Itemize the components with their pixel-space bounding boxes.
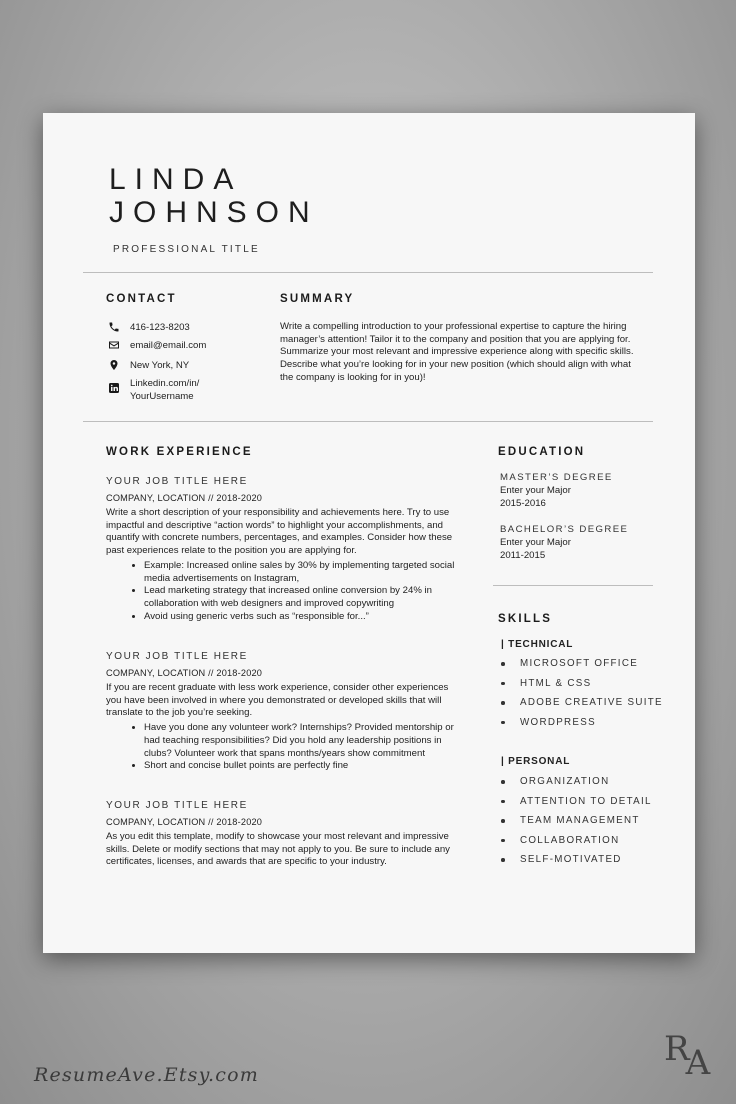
list-item: COLLABORATION [520, 831, 652, 851]
contact-location [108, 359, 189, 372]
list-item: HTML & CSS [520, 674, 663, 694]
contact-linkedin [108, 377, 199, 403]
technical-skills-list [492, 654, 663, 732]
work-experience-heading: WORK EXPERIENCE [106, 446, 253, 458]
job-company: COMPANY, LOCATION // 2018-2020 [106, 493, 263, 503]
list-item: ORGANIZATION [520, 772, 652, 792]
list-item: SELF-MOTIVATED [520, 850, 652, 870]
degree-name: BACHELOR’S DEGREE [500, 524, 629, 535]
list-item: • Lead marketing strategy that increased online conversion by 24% in collaboration with web designers and improved copywriting [144, 585, 465, 610]
list-item: • Avoid using generic verbs such as “responsible for...” [144, 611, 465, 624]
list-item: MICROSOFT OFFICE [520, 654, 663, 674]
list-item: ATTENTION TO DETAIL [520, 792, 652, 812]
degree-years: 2015-2016 [500, 498, 546, 509]
list-item: • Short and concise bullet points are perfectly fine [144, 760, 465, 773]
professional-title: PROFESSIONAL TITLE [113, 244, 260, 255]
education-entry-2 [500, 523, 628, 562]
personal-skills-heading: | PERSONAL [501, 756, 571, 767]
summary-heading: SUMMARY [280, 293, 355, 305]
first-name: LINDA [109, 163, 243, 196]
degree-major: Enter your Major [500, 485, 571, 496]
last-name: JOHNSON [109, 196, 319, 229]
education-heading: EDUCATION [498, 446, 586, 458]
job-bullets [106, 722, 465, 773]
skills-heading: SKILLS [498, 613, 553, 625]
degree-major: Enter your Major [500, 537, 571, 548]
mail-icon [108, 339, 120, 351]
list-item: • Example: Increased online sales by 30% by implementing targeted social media advertisements on Instagram, [144, 560, 465, 585]
sidebar-divider [493, 585, 653, 586]
contact-phone [108, 321, 190, 334]
phone-number: 416-123-8203 [130, 322, 190, 333]
job-description: If you are recent graduate with less work experience, consider other experiences you have been involved in where you demonstrated or developed skills that will translate to the job you’re seeking. [106, 682, 449, 719]
contact-heading: CONTACT [106, 293, 177, 305]
contact-email [108, 339, 206, 352]
linkedin-line-1: Linkedin.com/in/ [130, 378, 200, 389]
job-company: COMPANY, LOCATION // 2018-2020 [106, 668, 263, 678]
technical-skills-heading: | TECHNICAL [501, 639, 574, 650]
monogram-r: R [664, 1029, 690, 1069]
list-item: ADOBE CREATIVE SUITE [520, 693, 663, 713]
job-entry-2 [106, 651, 465, 773]
job-description: As you edit this template, modify to showcase your most relevant and impressive skills. Delete or modify sections that may not apply to you. Be sure to include any certificates, licenses, and awards that are specific to your industry. [106, 831, 450, 868]
linkedin-url [130, 377, 199, 403]
brand-monogram [664, 1029, 714, 1083]
education-entry-1 [500, 471, 613, 510]
header-divider [83, 272, 653, 273]
list-item: WORDPRESS [520, 713, 663, 733]
email-address: email@email.com [130, 340, 207, 351]
resume-page [43, 113, 695, 953]
phone-icon [108, 321, 120, 333]
location-text: New York, NY [130, 360, 190, 371]
job-title: YOUR JOB TITLE HERE [106, 651, 248, 662]
list-item: • Have you done any volunteer work? Internships? Provided mentorship or had teaching responsibilities? Did you hold any leadership positions in clubs? Volunteer work that spans months/years show commitment [144, 722, 465, 760]
linkedin-icon [108, 382, 120, 394]
location-pin-icon [108, 359, 120, 371]
list-item: TEAM MANAGEMENT [520, 811, 652, 831]
personal-skills-list [492, 772, 652, 870]
job-title: YOUR JOB TITLE HERE [106, 476, 248, 487]
linkedin-line-2: YourUsername [130, 391, 194, 402]
job-company: COMPANY, LOCATION // 2018-2020 [106, 817, 263, 827]
job-description: Write a short description of your responsibility and achievements here. Try to use impactful and descriptive “action words” to highlight your accomplishments, and quantify with concrete numbers, percentages, and examples. Consider how these past experiences relate to the position you are applying for. [106, 507, 453, 557]
shop-url: ResumeAve.Etsy.com [34, 1064, 259, 1086]
job-bullets [106, 560, 465, 624]
degree-name: MASTER’S DEGREE [500, 472, 613, 483]
section-divider [83, 421, 653, 422]
job-entry-1 [106, 476, 465, 623]
monogram-a: A [685, 1043, 711, 1083]
job-entry-3 [106, 800, 465, 869]
degree-years: 2011-2015 [500, 550, 546, 561]
summary-text: Write a compelling introduction to your professional expertise to capture the hiring manager’s attention! Tailor it to the company and position that you are applying for. Summarize your most relevant and impressive experience along with specific skills. Describe what you’re looking for in your new position (which should align with what the company is looking for in you)! [280, 321, 634, 383]
job-title: YOUR JOB TITLE HERE [106, 800, 248, 811]
